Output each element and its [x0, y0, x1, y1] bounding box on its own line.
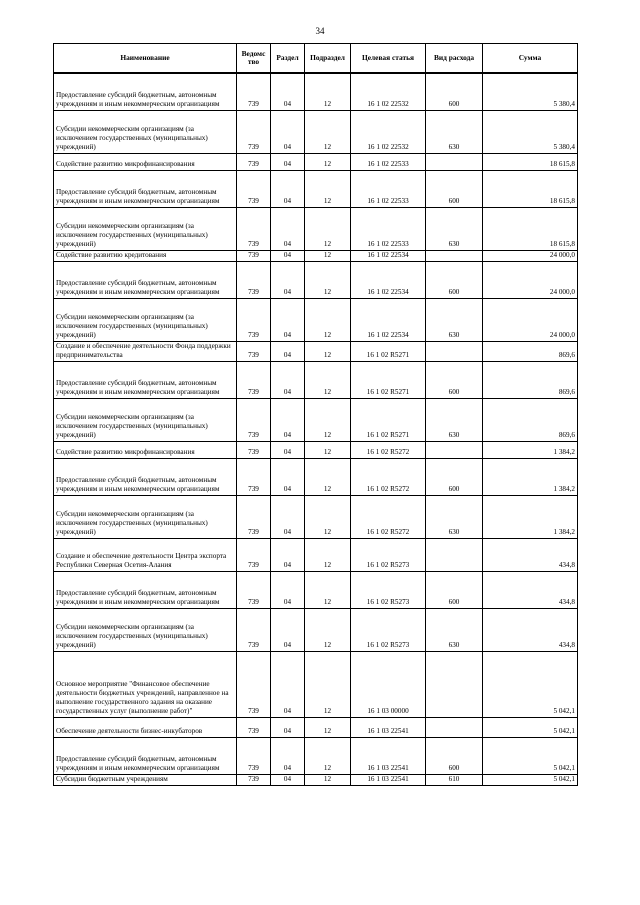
cell-celevaya-statya: 16 1 02 22532 [351, 110, 426, 153]
budget-table [53, 43, 578, 786]
page-number: 34 [315, 26, 325, 36]
table-row [54, 170, 578, 207]
cell-podrazdel: 12 [305, 717, 351, 737]
cell-podrazdel: 12 [305, 651, 351, 717]
cell-vid-raskhoda [426, 441, 483, 458]
header-vedomstvo: Ведомс тво [237, 44, 271, 74]
cell-summa: 24 000,0 [483, 298, 578, 341]
cell-vedomstvo: 739 [237, 73, 271, 110]
cell-razdel: 04 [271, 298, 305, 341]
header-celevaya-statya: Целевая статья [351, 44, 426, 74]
cell-vid-raskhoda: 600 [426, 571, 483, 608]
cell-summa: 24 000,0 [483, 261, 578, 298]
cell-vid-raskhoda [426, 651, 483, 717]
table-row [54, 441, 578, 458]
table-row [54, 110, 578, 153]
table-row [54, 361, 578, 398]
cell-vedomstvo: 739 [237, 774, 271, 785]
table-row [54, 207, 578, 250]
cell-vedomstvo: 739 [237, 651, 271, 717]
cell-name: Содействие развитию кредитования [54, 250, 237, 261]
cell-summa: 869,6 [483, 361, 578, 398]
table-row [54, 458, 578, 495]
cell-vid-raskhoda: 630 [426, 495, 483, 538]
table-row [54, 538, 578, 571]
cell-vid-raskhoda [426, 717, 483, 737]
cell-celevaya-statya: 16 1 02 22532 [351, 73, 426, 110]
cell-podrazdel: 12 [305, 361, 351, 398]
cell-razdel: 04 [271, 361, 305, 398]
cell-vid-raskhoda: 600 [426, 737, 483, 774]
cell-vedomstvo: 739 [237, 441, 271, 458]
cell-vedomstvo: 739 [237, 737, 271, 774]
cell-name: Субсидии некоммерческим организациям (за исключением государственных (муниципальных) учреждений) [54, 298, 237, 341]
cell-podrazdel: 12 [305, 73, 351, 110]
table-row [54, 298, 578, 341]
table-row [54, 341, 578, 361]
cell-name: Субсидии некоммерческим организациям (за исключением государственных (муниципальных) учреждений) [54, 398, 237, 441]
cell-vedomstvo: 739 [237, 170, 271, 207]
cell-name: Субсидии бюджетным учреждениям [54, 774, 237, 785]
table-row [54, 774, 578, 785]
cell-podrazdel: 12 [305, 495, 351, 538]
header-razdel: Раздел [271, 44, 305, 74]
cell-podrazdel: 12 [305, 341, 351, 361]
cell-vid-raskhoda: 630 [426, 398, 483, 441]
table-row [54, 608, 578, 651]
cell-podrazdel: 12 [305, 571, 351, 608]
cell-name: Содействие развитию микрофинансирования [54, 441, 237, 458]
cell-celevaya-statya: 16 1 02 R5273 [351, 538, 426, 571]
cell-razdel: 04 [271, 441, 305, 458]
cell-name: Предоставление субсидий бюджетным, автономным учреждениям и иным некоммерческим организациям [54, 170, 237, 207]
cell-vid-raskhoda: 600 [426, 458, 483, 495]
cell-summa: 5 042,1 [483, 717, 578, 737]
cell-celevaya-statya: 16 1 02 22533 [351, 207, 426, 250]
cell-celevaya-statya: 16 1 03 22541 [351, 737, 426, 774]
header-podrazdel: Подраздел [305, 44, 351, 74]
cell-summa: 5 042,1 [483, 651, 578, 717]
cell-celevaya-statya: 16 1 02 22534 [351, 261, 426, 298]
cell-vid-raskhoda: 630 [426, 608, 483, 651]
cell-razdel: 04 [271, 110, 305, 153]
table-row [54, 495, 578, 538]
cell-name: Предоставление субсидий бюджетным, автономным учреждениям и иным некоммерческим организациям [54, 73, 237, 110]
cell-celevaya-statya: 16 1 02 R5271 [351, 361, 426, 398]
cell-vedomstvo: 739 [237, 207, 271, 250]
cell-name: Предоставление субсидий бюджетным, автономным учреждениям и иным некоммерческим организациям [54, 261, 237, 298]
cell-name: Создание и обеспечение деятельности Центра экспорта Республики Северная Осетия-Алания [54, 538, 237, 571]
cell-summa: 434,8 [483, 608, 578, 651]
cell-summa: 5 042,1 [483, 774, 578, 785]
cell-razdel: 04 [271, 398, 305, 441]
table-row [54, 737, 578, 774]
cell-razdel: 04 [271, 717, 305, 737]
cell-vedomstvo: 739 [237, 250, 271, 261]
cell-celevaya-statya: 16 1 03 22541 [351, 717, 426, 737]
cell-vid-raskhoda [426, 153, 483, 170]
cell-vid-raskhoda [426, 250, 483, 261]
cell-summa: 5 380,4 [483, 110, 578, 153]
cell-vedomstvo: 739 [237, 110, 271, 153]
cell-celevaya-statya: 16 1 02 R5273 [351, 608, 426, 651]
cell-name: Субсидии некоммерческим организациям (за исключением государственных (муниципальных) учреждений) [54, 207, 237, 250]
header-name: Наименование [54, 44, 237, 74]
cell-podrazdel: 12 [305, 608, 351, 651]
cell-name: Предоставление субсидий бюджетным, автономным учреждениям и иным некоммерческим организациям [54, 737, 237, 774]
cell-name: Субсидии некоммерческим организациям (за исключением государственных (муниципальных) учреждений) [54, 110, 237, 153]
cell-vedomstvo: 739 [237, 538, 271, 571]
cell-vedomstvo: 739 [237, 608, 271, 651]
cell-vedomstvo: 739 [237, 261, 271, 298]
cell-celevaya-statya: 16 1 02 22533 [351, 153, 426, 170]
cell-vedomstvo: 739 [237, 458, 271, 495]
cell-vedomstvo: 739 [237, 495, 271, 538]
cell-vid-raskhoda: 630 [426, 207, 483, 250]
cell-name: Обеспечение деятельности бизнес-инкубаторов [54, 717, 237, 737]
table-row [54, 398, 578, 441]
cell-vedomstvo: 739 [237, 361, 271, 398]
cell-name: Содействие развитию микрофинансирования [54, 153, 237, 170]
cell-razdel: 04 [271, 495, 305, 538]
cell-podrazdel: 12 [305, 261, 351, 298]
cell-podrazdel: 12 [305, 153, 351, 170]
cell-celevaya-statya: 16 1 02 22534 [351, 250, 426, 261]
cell-name: Субсидии некоммерческим организациям (за исключением государственных (муниципальных) учреждений) [54, 608, 237, 651]
cell-name: Предоставление субсидий бюджетным, автономным учреждениям и иным некоммерческим организациям [54, 458, 237, 495]
cell-celevaya-statya: 16 1 02 R5273 [351, 571, 426, 608]
cell-name: Предоставление субсидий бюджетным, автономным учреждениям и иным некоммерческим организациям [54, 571, 237, 608]
cell-podrazdel: 12 [305, 110, 351, 153]
cell-podrazdel: 12 [305, 250, 351, 261]
cell-razdel: 04 [271, 153, 305, 170]
cell-celevaya-statya: 16 1 03 22541 [351, 774, 426, 785]
cell-podrazdel: 12 [305, 458, 351, 495]
cell-vedomstvo: 739 [237, 298, 271, 341]
cell-name: Основное мероприятие "Финансовое обеспечение деятельности бюджетных учреждений, направленное на выполнение государственного задания на оказание государственных услуг (выполнение работ)" [54, 651, 237, 717]
cell-name: Предоставление субсидий бюджетным, автономным учреждениям и иным некоммерческим организациям [54, 361, 237, 398]
table-row [54, 250, 578, 261]
cell-summa: 869,6 [483, 341, 578, 361]
cell-vid-raskhoda: 610 [426, 774, 483, 785]
cell-podrazdel: 12 [305, 538, 351, 571]
table-row [54, 717, 578, 737]
cell-razdel: 04 [271, 207, 305, 250]
table-row [54, 651, 578, 717]
table-row [54, 73, 578, 110]
cell-razdel: 04 [271, 250, 305, 261]
cell-podrazdel: 12 [305, 207, 351, 250]
cell-razdel: 04 [271, 73, 305, 110]
cell-vedomstvo: 739 [237, 717, 271, 737]
cell-razdel: 04 [271, 608, 305, 651]
cell-vid-raskhoda [426, 341, 483, 361]
cell-razdel: 04 [271, 341, 305, 361]
cell-celevaya-statya: 16 1 02 R5272 [351, 495, 426, 538]
cell-summa: 18 615,8 [483, 153, 578, 170]
cell-vid-raskhoda: 630 [426, 110, 483, 153]
cell-razdel: 04 [271, 571, 305, 608]
cell-celevaya-statya: 16 1 02 R5271 [351, 398, 426, 441]
cell-razdel: 04 [271, 458, 305, 495]
cell-razdel: 04 [271, 170, 305, 207]
cell-razdel: 04 [271, 651, 305, 717]
cell-razdel: 04 [271, 737, 305, 774]
cell-vedomstvo: 739 [237, 341, 271, 361]
cell-summa: 24 000,0 [483, 250, 578, 261]
cell-vedomstvo: 739 [237, 153, 271, 170]
cell-name: Создание и обеспечение деятельности Фонда поддержки предпринимательства [54, 341, 237, 361]
cell-vid-raskhoda: 600 [426, 361, 483, 398]
cell-summa: 1 384,2 [483, 495, 578, 538]
cell-podrazdel: 12 [305, 170, 351, 207]
cell-celevaya-statya: 16 1 03 00000 [351, 651, 426, 717]
cell-razdel: 04 [271, 774, 305, 785]
cell-podrazdel: 12 [305, 441, 351, 458]
cell-summa: 18 615,8 [483, 170, 578, 207]
cell-podrazdel: 12 [305, 298, 351, 341]
cell-vid-raskhoda: 600 [426, 73, 483, 110]
cell-name: Субсидии некоммерческим организациям (за исключением государственных (муниципальных) учреждений) [54, 495, 237, 538]
cell-razdel: 04 [271, 261, 305, 298]
cell-podrazdel: 12 [305, 398, 351, 441]
table-header-row [54, 44, 578, 74]
cell-summa: 5 042,1 [483, 737, 578, 774]
cell-summa: 1 384,2 [483, 441, 578, 458]
cell-summa: 18 615,8 [483, 207, 578, 250]
cell-vid-raskhoda [426, 538, 483, 571]
table-row [54, 261, 578, 298]
cell-celevaya-statya: 16 1 02 R5272 [351, 441, 426, 458]
table-row [54, 153, 578, 170]
cell-razdel: 04 [271, 538, 305, 571]
cell-celevaya-statya: 16 1 02 22533 [351, 170, 426, 207]
cell-summa: 869,6 [483, 398, 578, 441]
cell-summa: 434,8 [483, 571, 578, 608]
cell-podrazdel: 12 [305, 737, 351, 774]
cell-celevaya-statya: 16 1 02 R5272 [351, 458, 426, 495]
cell-vid-raskhoda: 630 [426, 298, 483, 341]
cell-summa: 5 380,4 [483, 73, 578, 110]
header-summa: Сумма [483, 44, 578, 74]
cell-vid-raskhoda: 600 [426, 261, 483, 298]
header-vid-raskhoda: Вид расхода [426, 44, 483, 74]
cell-podrazdel: 12 [305, 774, 351, 785]
cell-summa: 434,8 [483, 538, 578, 571]
cell-summa: 1 384,2 [483, 458, 578, 495]
cell-vedomstvo: 739 [237, 571, 271, 608]
cell-celevaya-statya: 16 1 02 R5271 [351, 341, 426, 361]
table-row [54, 571, 578, 608]
cell-celevaya-statya: 16 1 02 22534 [351, 298, 426, 341]
cell-vedomstvo: 739 [237, 398, 271, 441]
cell-vid-raskhoda: 600 [426, 170, 483, 207]
